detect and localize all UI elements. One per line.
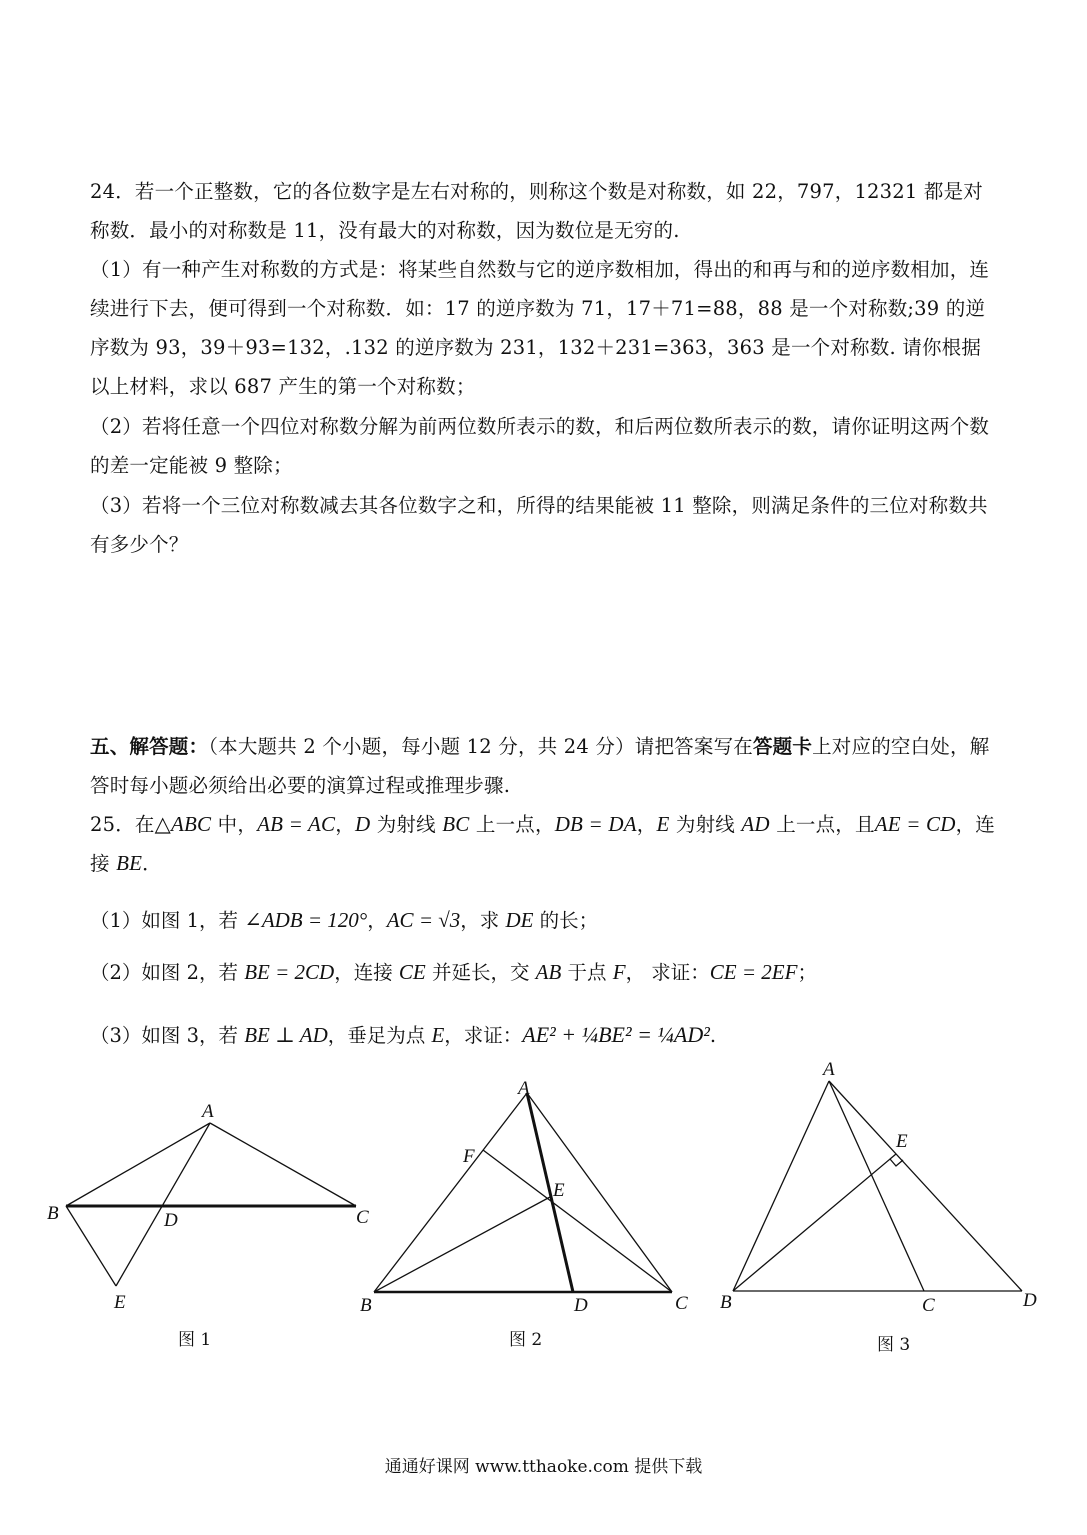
figure-3: [710, 1055, 1050, 1320]
q24-stem: 24．若一个正整数，它的各位数字是左右对称的，则称这个数是对称数，如 22，797，12321 都是对称数．最小的对称数是 11，没有最大的对称数，因为数位是无穷的.: [90, 180, 983, 242]
q25-stem: 25．在△ABC 中，AB = AC，D 为射线 BC 上一点，DB = DA，E 为射线 AD 上一点，且AE = CD，连接 BE．: [90, 812, 996, 875]
fig1-label-c: C: [356, 1207, 369, 1228]
q24-part2: （2）若将任意一个四位对称数分解为前两位数所表示的数，和后两位数所表示的数，请你证明这两个数的差一定能被 9 整除；: [90, 415, 990, 477]
fig2-label-f: F: [463, 1146, 475, 1167]
q25-part3: （3）如图 3，若 BE ⊥ AD，垂足为点 E，求证：AE² + ¼BE² = ¼AD².: [90, 1022, 717, 1047]
q24-part1: （1）有一种产生对称数的方式是：将某些自然数与它的逆序数相加，得出的和再与和的逆序数相加，连续进行下去，便可得到一个对称数．如：17 的逆序数为 71，17＋71=88，88 是一个对称数;39 的逆序数为 93，39＋93=132，.132 的逆序数为 231，132＋231=363，363 是一个对称数. 请你根据以上材料，求以 687 产生的第一个对称数；: [90, 258, 990, 398]
section5-heading: 五、解答题：: [90, 735, 209, 758]
fig3-label-a: A: [823, 1059, 835, 1080]
fig1-segment-ab: [66, 1123, 210, 1206]
fig1-caption: 图 1: [178, 1330, 212, 1350]
fig1-segment-be: [66, 1206, 116, 1286]
figure-2: [355, 1075, 700, 1330]
fig3-label-e: E: [896, 1131, 908, 1152]
fig1-label-a: A: [202, 1101, 214, 1122]
fig3-caption: 图 3: [877, 1335, 911, 1355]
page-footer: 通通好课网 www.tthaoke.com 提供下载: [384, 1457, 703, 1477]
fig2-caption: 图 2: [509, 1330, 543, 1350]
fig2-label-b: B: [360, 1295, 372, 1316]
q24-part3: （3）若将一个三位对称数减去其各位数字之和，所得的结果能被 11 整除，则满足条件的三位对称数共有多少个？: [90, 494, 988, 556]
fig2-label-a: A: [518, 1078, 530, 1099]
fig2-segment-ab: [374, 1093, 527, 1292]
fig2-segment-ad: [527, 1093, 573, 1292]
q25-part1: （1）如图 1，若 ∠ADB = 120°，AC = √3，求 DE 的长；: [90, 908, 599, 932]
fig3-label-d: D: [1023, 1290, 1037, 1311]
fig2-segment-cf: [483, 1150, 672, 1292]
fig1-segment-ac: [210, 1123, 356, 1206]
fig3-segment-be: [733, 1154, 896, 1291]
q25-part2: （2）如图 2，若 BE = 2CD，连接 CE 并延长，交 AB 于点 F， 求证：CE = 2EF；: [90, 960, 817, 984]
figure-1: [40, 1095, 380, 1325]
q25-part3-formula: AE² + ¼BE² = ¼AD²: [522, 1022, 710, 1047]
fig2-label-e: E: [553, 1180, 565, 1201]
fig1-label-b: B: [47, 1203, 59, 1224]
fig1-label-d: D: [164, 1210, 178, 1231]
answer-card-label: 答题卡: [752, 735, 813, 758]
section5-intro: 五、解答题：（本大题共 2 个小题，每小题 12 分，共 24 分）请把答案写在答题卡上对应的空白处，解答时每小题必须给出必要的演算过程或推理步骤.: [90, 735, 990, 797]
fig3-segment-ab: [733, 1081, 829, 1291]
fig3-segment-ac: [829, 1081, 924, 1291]
fig2-label-d: D: [574, 1295, 588, 1316]
fig2-segment-be: [374, 1197, 550, 1292]
fig3-label-b: B: [720, 1292, 732, 1313]
fig1-label-e: E: [114, 1292, 126, 1313]
fig3-label-c: C: [922, 1295, 935, 1316]
fig2-label-c: C: [675, 1293, 688, 1314]
